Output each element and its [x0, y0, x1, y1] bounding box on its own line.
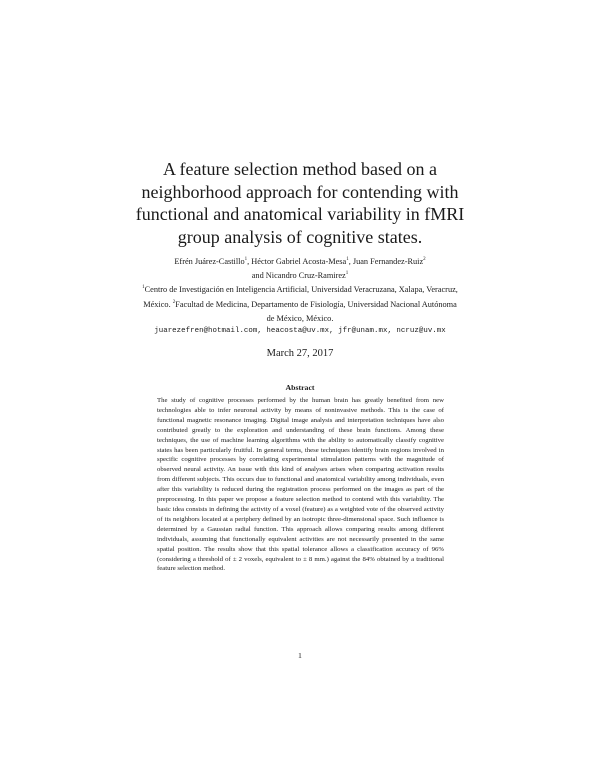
author-name: Héctor Gabriel Acosta-Mesa	[251, 257, 347, 266]
author-emails: juarezefren@hotmail.com, heacosta@uv.mx, jfr@unam.mx, ncruz@uv.mx	[154, 327, 446, 335]
paper-title: A feature selection method based on a neighborhood approach for contending with functional and anatomical variability in fMRI group analysis of cognitive states.	[135, 159, 465, 247]
affiliation-mark: 1	[345, 271, 349, 277]
author-list	[110, 255, 490, 283]
author-name: Juan Fernandez-Ruiz	[352, 257, 424, 266]
abstract-heading: Abstract	[285, 383, 315, 392]
affiliation-mark: 1	[142, 285, 145, 291]
affiliation-mark: 2	[172, 299, 176, 305]
author-separator: ,	[348, 257, 353, 266]
author-separator: ,	[247, 257, 252, 266]
affiliation-mark: 1	[244, 257, 248, 263]
abstract-text: The study of cognitive processes performed by the human brain has greatly benefited from new technologies able to infer neuronal activity by means of noninvasive methods. This is the case of functional magnetic resonance imaging. Digital image analysis and interpretation techniques have also contributed greatly to the exploration and understanding of these brain functions. Among these techniques, the use of machine learning algorithms with the ability to automatically classify cognitive states has been particularly fruitful. In general terms, these techniques identify brain regions involved in specific cognitive processes by correlating experimental stimulation patterns with the magnitude of observed neural activity. An issue with this kind of analyses arises when comparing activation results from different subjects. This occurs due to functional and anatomical variability among individuals, even after this variability is reduced during the registration process performed on the images as part of the preprocessing. In this paper we propose a feature selection method to contend with this variability. The basic idea consists in defining the activity of a voxel (feature) as a weighted vote of the observed activity of its neighbors located at a periphery defined by an isotropic three-dimensional space. Such influence is determined by a Gaussian radial function. This approach allows comparing results among different individuals, assuming that functionally equivalent activities are not necessarily presented in the same spatial position. The results show that this spatial tolerance allows a classification accuracy of 96% (considering a threshold of ± 2 voxels, equivalent to ± 8 mm.) against the 84% obtained by a traditional feature selection method.	[157, 397, 444, 573]
affiliation-mark: 1	[346, 257, 349, 263]
affiliation-text: Facultad de Medicina, Departamento de Fisiología, Universidad Nacional Autónoma de México, México.	[175, 299, 457, 323]
affiliation-mark: 2	[423, 257, 426, 263]
author-conjunction: and	[251, 271, 266, 280]
affiliation-block	[140, 283, 460, 327]
page-number: 1	[298, 651, 302, 660]
author-name: Efrén Juárez-Castillo	[174, 257, 245, 266]
author-name: Nicandro Cruz-Ramirez	[265, 271, 346, 280]
publication-date: March 27, 2017	[266, 348, 334, 359]
affiliation-text: Centro de Investigación en Inteligencia Artificial, Universidad Veracruzana, Xalapa, Veracruz, México.	[143, 285, 458, 309]
